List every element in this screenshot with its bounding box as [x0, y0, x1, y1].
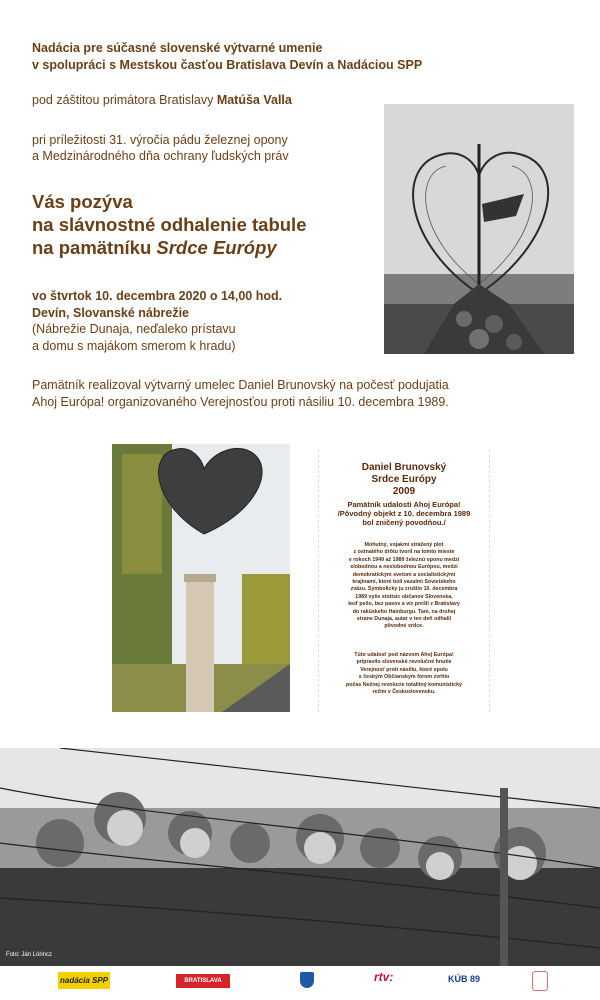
plaque-author: Daniel Brunovský	[361, 462, 447, 473]
plaque-body-line: Mohutný, vojakmi strážený plot	[364, 542, 444, 548]
invitation-line-2: na slávnostné odhalenie tabule	[32, 214, 307, 235]
plaque-body-2	[325, 652, 483, 696]
current-heart-illustration	[112, 444, 290, 712]
photo-credit: Foto: Ján Lörincz	[6, 952, 53, 958]
bratislava-logo: BRATISLAVA	[176, 974, 230, 988]
devin-coat-of-arms-icon	[300, 972, 314, 988]
heart-monument-logo-icon	[532, 971, 548, 991]
plaque-body	[325, 542, 483, 631]
plaque-body2-line: počas Nežnej revolúcie totalitný komunistický	[346, 681, 462, 688]
occasion-block	[32, 132, 372, 164]
invitation-line-3	[32, 236, 372, 259]
auspice-prefix: pod záštitou primátora Bratislavy	[32, 93, 217, 107]
event-directions-1: (Nábrežie Dunaja, neďaleko prístavu	[32, 322, 236, 336]
auspice-line	[32, 92, 292, 108]
plaque-body-line: krajinami, ktoré boli vazalmi Sovietskeho	[352, 579, 456, 586]
plaque-body-line: zväzu. Symbolicky ju zrušilo 10. decembra	[350, 586, 458, 593]
organizer-block	[32, 40, 492, 74]
plaque-body-line: do rakúskeho Hainburgu. Tam, na druhej	[352, 608, 456, 615]
event-datetime: vo štvrtok 10. decembra 2020 o 14,00 hod.	[32, 289, 283, 303]
plaque-body-line: strane Dunaja, autar v ten deň odhalil	[356, 616, 452, 623]
about-line-1: Pamätník realizoval výtvarný umelec Daniel Brunovský na počesť podujatia	[32, 378, 449, 392]
original-heart-photo	[384, 104, 574, 354]
plaque-body-line: v rokoch 1949 až 1989 železnú oponu medzi	[348, 556, 460, 563]
monument-name: Srdce Európy	[156, 237, 277, 258]
rtvs-logo: rtv:	[374, 970, 394, 984]
occasion-line-1: pri príležitosti 31. výročia pádu železnej opony	[32, 133, 288, 147]
plaque-body-line: z ostnatého drôtu tvoril na tomto mieste	[353, 549, 455, 556]
plaque-body2-line: Túto udalosť pod názvom Ahoj Európa!	[354, 652, 454, 658]
plaque-heading	[325, 462, 483, 498]
plaque-body-line: keď pešo, bez pasov a víz prešli z Bratislavy	[348, 601, 460, 608]
plaque-body2-line: režim v Československu.	[372, 689, 436, 696]
plaque-body2-line: Verejnosť proti násiliu, ktoré spolu	[360, 666, 448, 673]
auspice-name: Matúša Valla	[216, 93, 292, 107]
plaque-body2-line: pripravilo slovenské revolučné hnutie	[356, 659, 452, 666]
invitation-line-1: Vás pozýva	[32, 191, 133, 212]
event-directions-2: a domu s majákom smerom k hradu)	[32, 338, 236, 353]
spp-foundation-logo: nadácia SPP	[58, 972, 110, 989]
plaque-body-line: demokratickým svetom a socialistickými	[352, 571, 456, 578]
plaque-body-line: 1989 vyše stotisíc občanov Slovenska,	[355, 593, 453, 600]
kub-logo: KÚB 89	[448, 974, 481, 984]
plaque-body-line: slobodnou a neslobodnou Európou, medzi	[350, 564, 458, 571]
plaque-sub-2: /Pôvodný objekt z 10. decembra 1989	[337, 509, 471, 518]
current-heart-photo	[112, 444, 290, 712]
invitation-heading	[32, 190, 372, 259]
plaque-title: Srdce Európy	[371, 474, 437, 485]
invitation-line-3-prefix: na pamätníku	[32, 237, 157, 258]
event-place: Devín, Slovanské nábrežie	[32, 305, 190, 320]
crowd-photo	[0, 748, 600, 966]
plaque-sub-1: Pamätník udalosti Ahoj Európa!	[347, 500, 461, 509]
plaque-subheading	[325, 500, 483, 527]
memorial-plaque	[318, 450, 490, 712]
occasion-line-2: a Medzinárodného dňa ochrany ľudských práv	[32, 149, 289, 163]
organizer-line-2: v spolupráci s Mestskou časťou Bratislava Devín a Nadáciou SPP	[32, 58, 423, 72]
crowd-illustration	[0, 748, 600, 966]
plaque-year: 2009	[392, 486, 416, 497]
event-details	[32, 288, 362, 354]
sponsor-logos	[0, 966, 600, 1000]
plaque-body2-line: s českým Občianskym fórom zvrhlo	[358, 674, 450, 681]
plaque-body-line: pôvodné srdce.	[384, 623, 424, 630]
organizer-line-1: Nadácia pre súčasné slovenské výtvarné umenie	[32, 41, 323, 55]
about-paragraph	[32, 377, 592, 411]
plaque-sub-3: bol zničený povodňou./	[362, 518, 446, 527]
original-heart-illustration	[384, 104, 574, 354]
about-line-2: Ahoj Európa! organizovaného Verejnosťou proti násiliu 10. decembra 1989.	[32, 395, 449, 409]
